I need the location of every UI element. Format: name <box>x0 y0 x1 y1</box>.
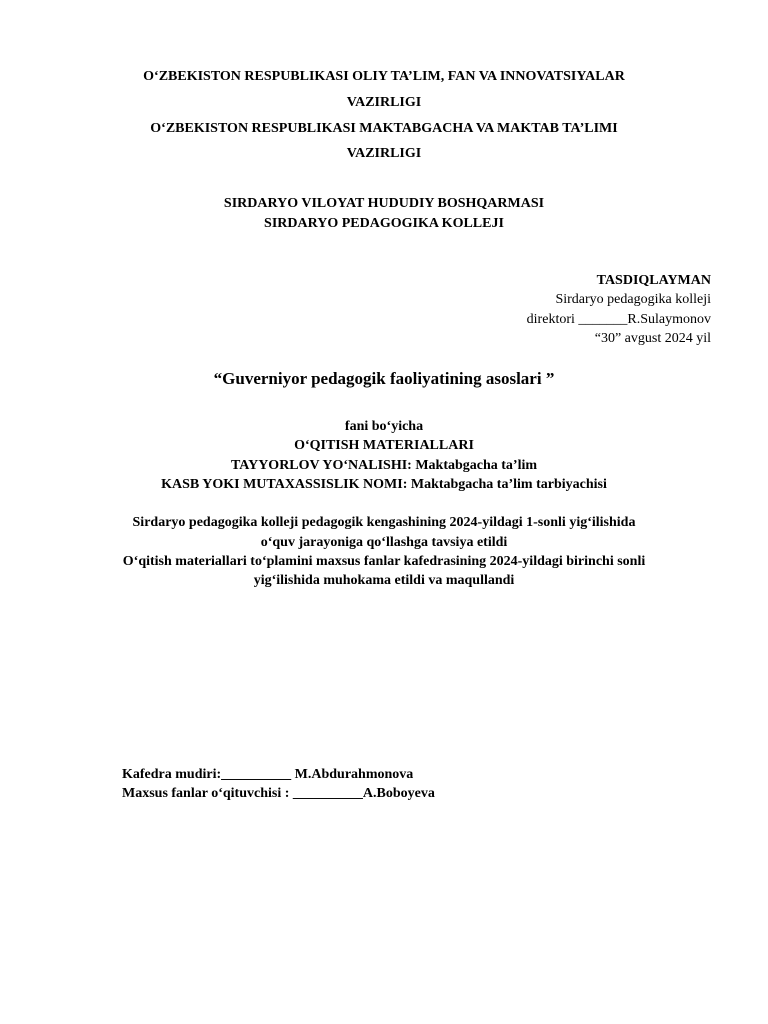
specialty-value: : Maktabgacha ta’lim tarbiyachisi <box>402 477 607 492</box>
approval-line1: Sirdaryo pedagogika kolleji <box>555 292 711 307</box>
ministry2-line1: O‘ZBEKISTON RESPUBLIKASI MAKTABGACHA VA MAKTAB TA’LIMI <box>150 121 618 136</box>
direction-label: TAYYORLOV YO‘NALISHI <box>230 458 408 473</box>
approval-line2: direktori _______R.Sulaymonov <box>526 312 711 327</box>
recommendation-line4: yig‘ilishida muhokama etildi va maqullandi <box>253 573 515 588</box>
specialty-line <box>0 476 768 493</box>
ministry1-line2: VAZIRLIGI <box>346 95 422 110</box>
specialty-label: KASB YOKI MUTAXASSISLIK NOMI <box>161 477 403 492</box>
by-subject-label: fani bo‘yicha <box>344 419 424 434</box>
recommendation-line3: O‘qitish materiallari to‘plamini maxsus fanlar kafedrasining 2024-yildagi birinchi sonli <box>122 554 646 569</box>
materials-heading: O‘QITISH MATERIALLARI <box>294 438 474 453</box>
college-heading: SIRDARYO PEDAGOGIKA KOLLEJI <box>264 216 504 231</box>
recommendation-line2: o‘quv jarayoniga qo‘llashga tavsiya etildi <box>260 535 508 550</box>
approval-date: “30” avgust 2024 yil <box>594 331 711 346</box>
subject-title: “Guverniyor pedagogik faoliyatining asoslari ” <box>213 369 555 388</box>
direction-line <box>0 457 768 474</box>
ministry2-line2: VAZIRLIGI <box>346 146 422 161</box>
signature-teacher: Maxsus fanlar o‘qituvchisi : __________A.Boboyeva <box>122 786 435 801</box>
ministry1-line1: O‘ZBEKISTON RESPUBLIKASI OLIY TA’LIM, FAN VA INNOVATSIYALAR <box>143 69 625 84</box>
approval-title: TASDIQLAYMAN <box>596 273 711 288</box>
region-heading: SIRDARYO VILOYAT HUDUDIY BOSHQARMASI <box>223 196 545 211</box>
signature-head-of-department: Kafedra mudiri:__________ M.Abdurahmonova <box>122 767 414 782</box>
direction-value: : Maktabgacha ta’lim <box>407 458 538 473</box>
recommendation-line1: Sirdaryo pedagogika kolleji pedagogik kengashining 2024-yildagi 1-sonli yig‘ilishida <box>132 515 636 530</box>
